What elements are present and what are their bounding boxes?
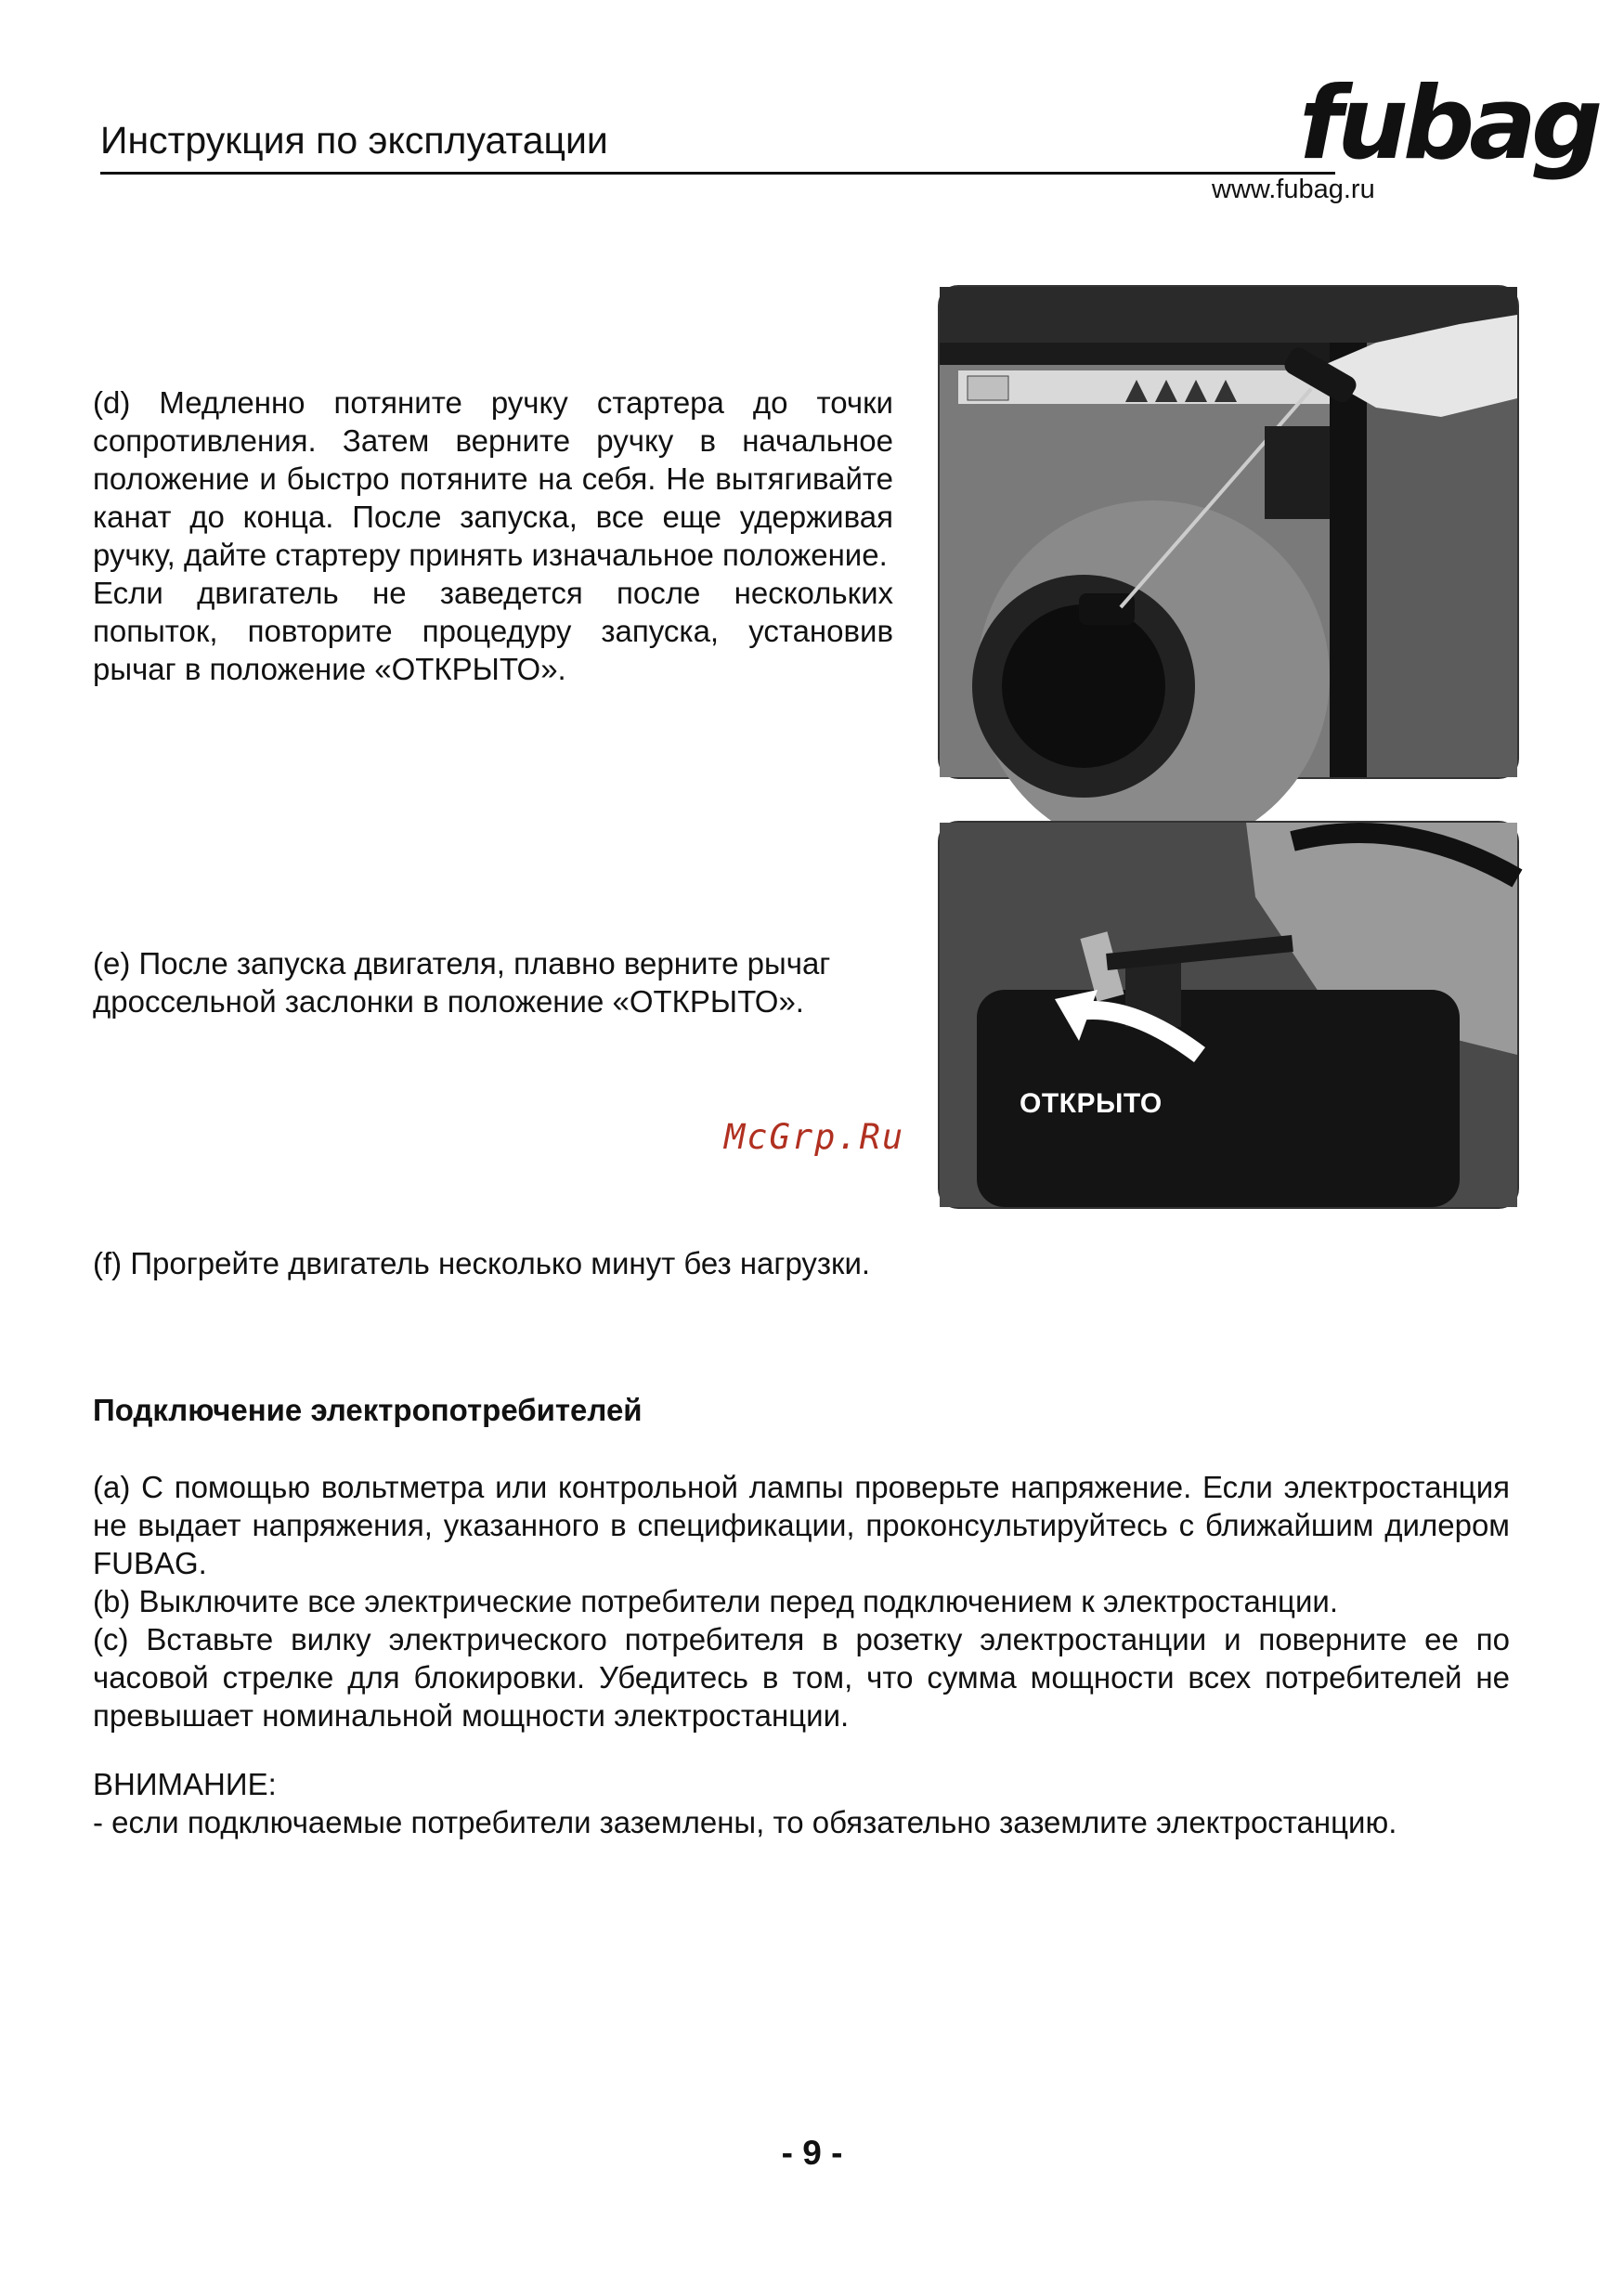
connection-step-b: (b) Выключите все электрические потребители перед подключением к электростанции. [93, 1584, 1338, 1618]
step-d-text [93, 383, 893, 688]
connection-step-a: (a) С помощью вольтметра или контрольной лампы проверьте напряжение. Если электростанция не выдает напряжения, указанного в спецификации, проконсультируйтесь с ближайшим дилером FUBAG. [93, 1470, 1510, 1580]
svg-text:fubag: fubag [1299, 66, 1598, 182]
website-url: www.fubag.ru [1212, 175, 1375, 204]
step-f-text: (f) Прогрейте двигатель несколько минут без нагрузки. [93, 1246, 871, 1280]
attention-title: ВНИМАНИЕ: [93, 1767, 277, 1801]
step-d-paragraph-2: Если двигатель не заведется после нескольких попыток, повторите процедуру запуска, установив рычаг в положение «ОТКРЫТО». [93, 576, 893, 686]
attention-block [93, 1765, 1510, 1841]
page-number: - 9 - [781, 2134, 843, 2172]
header-rule [100, 172, 1335, 175]
section-heading: Подключение электропотребителей [93, 1393, 643, 1427]
open-position-label: ОТКРЫТО [1020, 1088, 1163, 1119]
step-d-paragraph-1: (d) Медленно потяните ручку стартера до точки сопротивления. Затем верните ручку в начальное положение и быстро потяните на себя. Не вытягивайте канат до конца. После запуска, все еще удерживая ручку, дайте стартеру принять изначальное положение. [93, 385, 893, 572]
starter-pull-photo [938, 285, 1519, 779]
choke-lever-photo [938, 821, 1519, 1209]
step-e-text: (e) После запуска двигателя, плавно верните рычаг дроссельной заслонки в положение «ОТКРЫТО». [93, 946, 831, 1019]
watermark: McGrp.Ru [724, 1117, 905, 1157]
connection-step-c: (c) Вставьте вилку электрического потребителя в розетку электростанции и поверните ее по часовой стрелке для блокировки. Убедитесь в том, что сумма мощности всех потребителей не превышает номинальной мощности электростанции. [93, 1622, 1510, 1733]
document-title: Инструкция по эксплуатации [100, 119, 608, 162]
connection-instructions [93, 1468, 1510, 1734]
attention-text: - если подключаемые потребители заземлены, то обязательно заземлите электростанцию. [93, 1805, 1397, 1839]
